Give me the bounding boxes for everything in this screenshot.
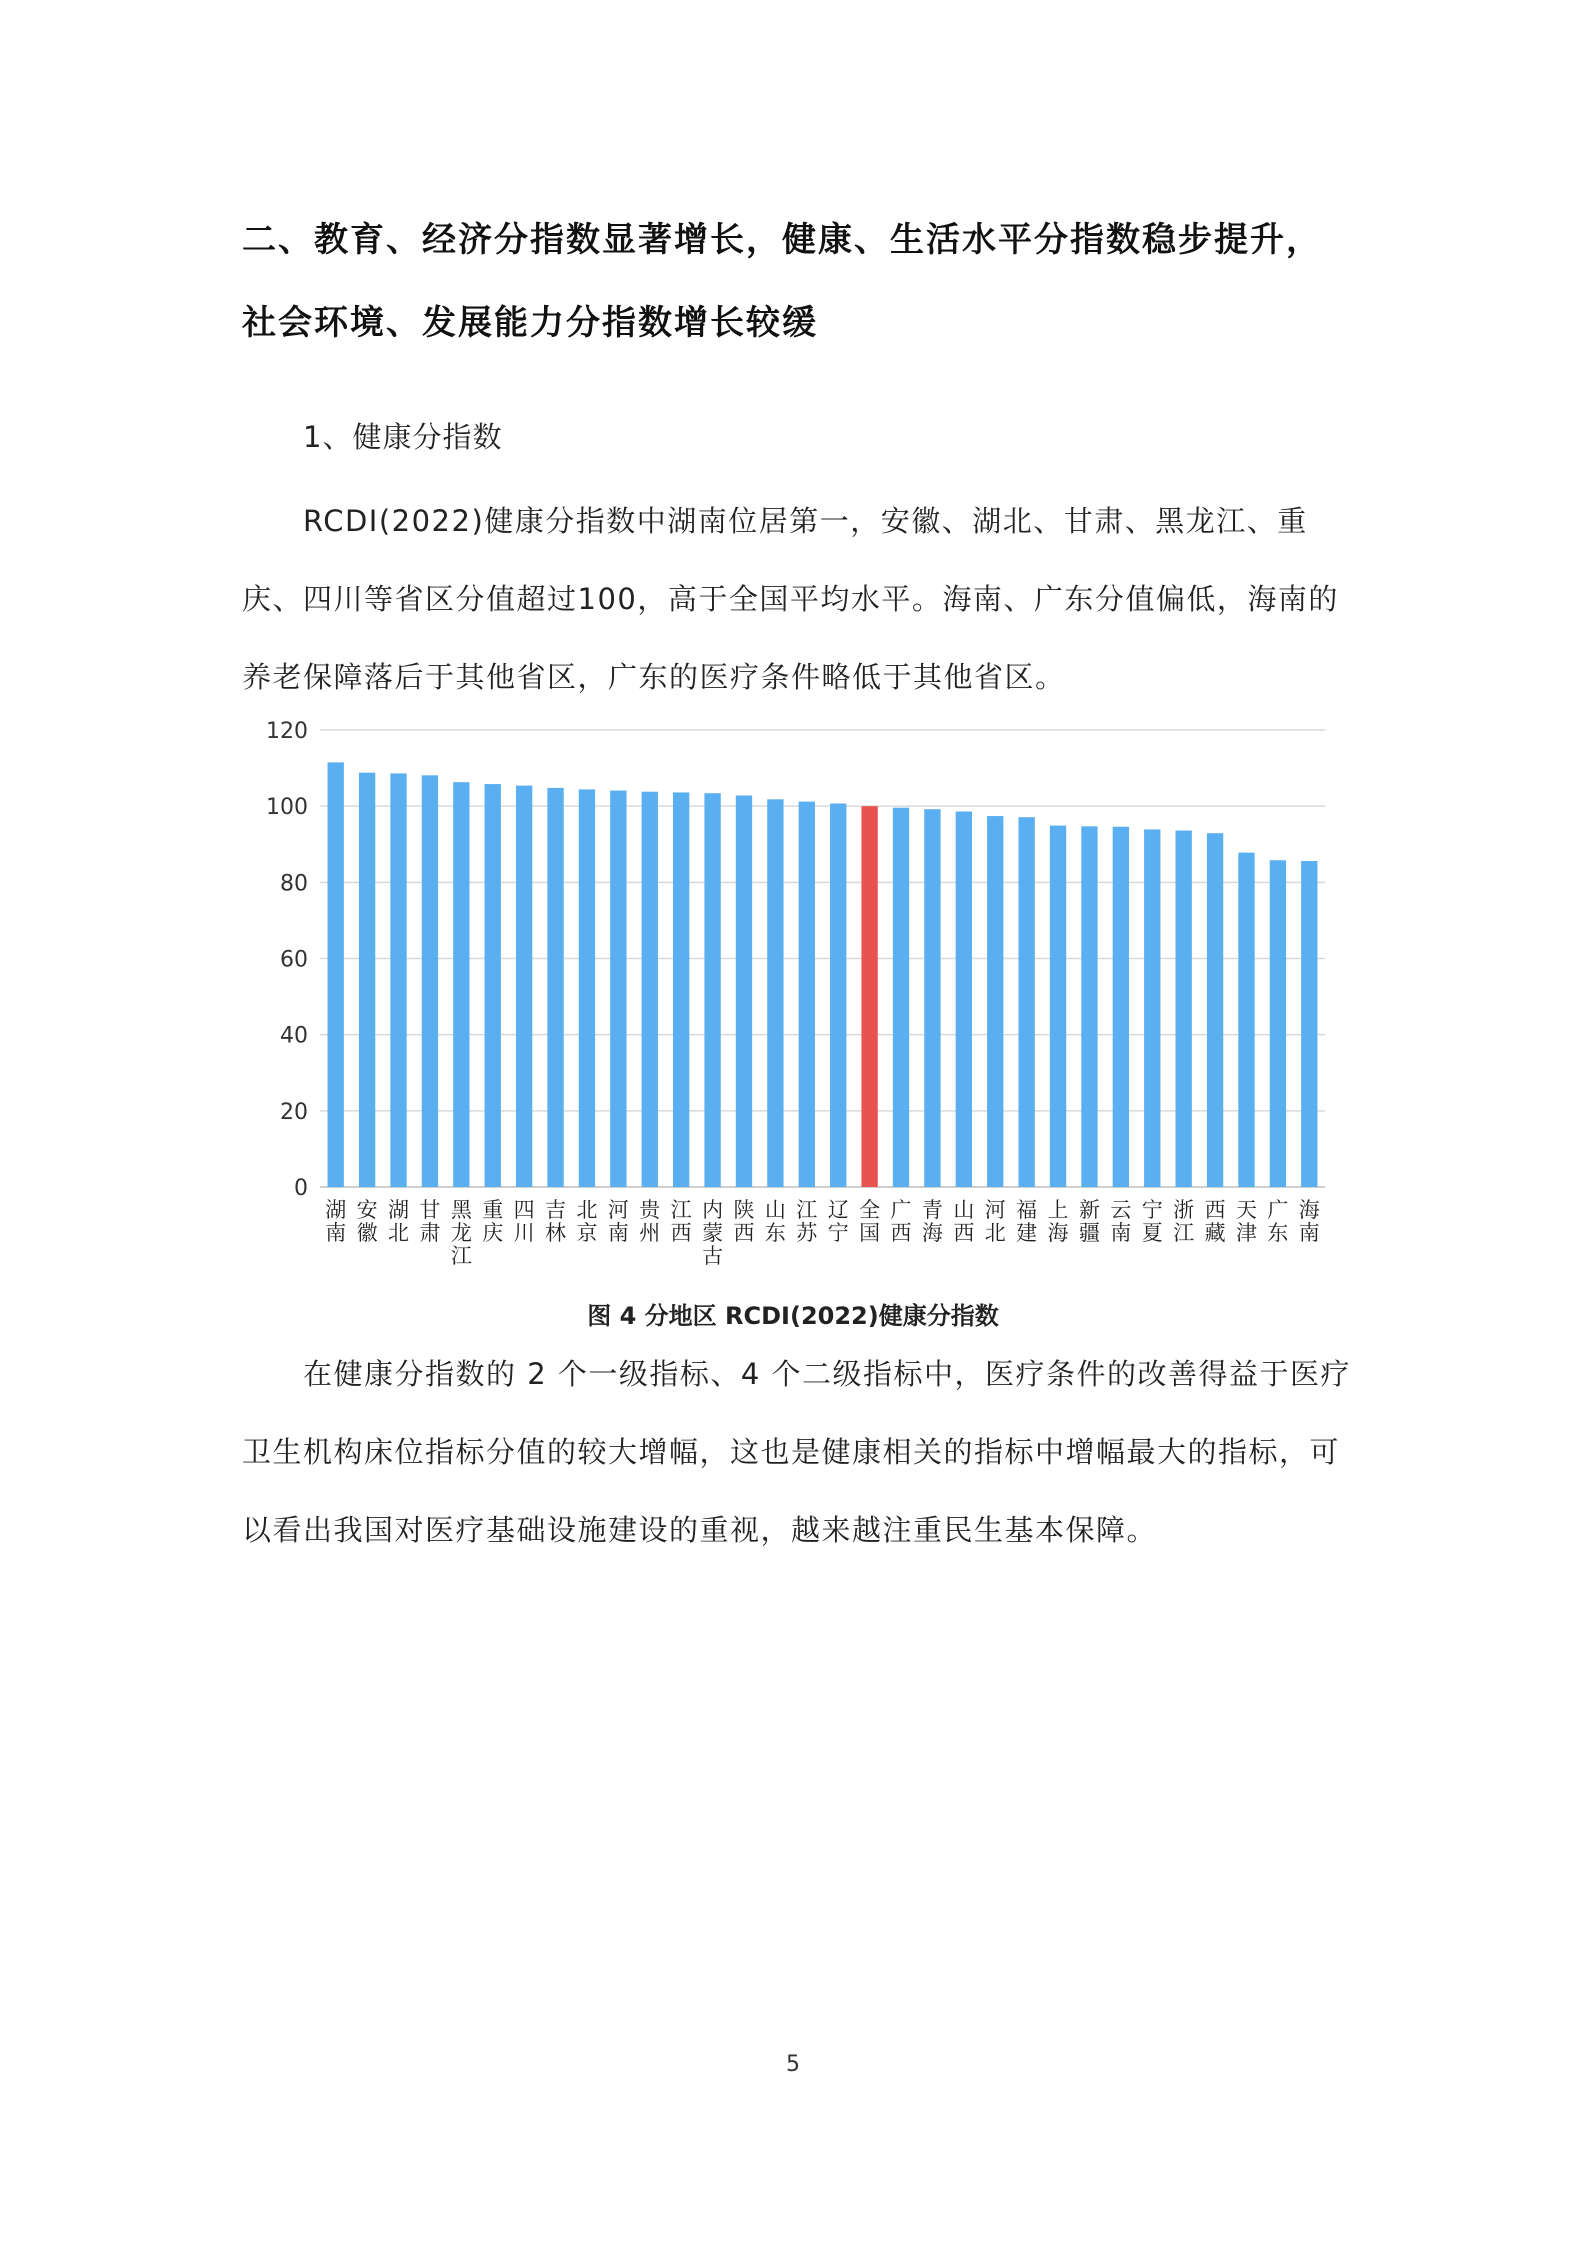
x-axis-label-黑龙江: 黑龙江 bbox=[450, 1198, 472, 1268]
x-axis-label-湖北: 湖北 bbox=[388, 1198, 410, 1245]
chart-bars bbox=[328, 762, 1318, 1187]
bar-江苏 bbox=[799, 802, 815, 1187]
x-axis-label-河北: 河北 bbox=[984, 1198, 1006, 1245]
paragraph-health-indicators: 在健康分指数的 2 个一级指标、4 个二级指标中，医疗条件的改善得益于医疗卫生机构床位指标分值的较大增幅，这也是健康相关的指标中增幅最大的指标，可以看出我国对医疗基础设施建设的重视，越来越注重民生基本保障。 bbox=[242, 1357, 1352, 1547]
x-axis-label-北京: 北京 bbox=[576, 1198, 598, 1245]
y-tick-label: 0 bbox=[294, 1176, 308, 1201]
x-axis-label-海南: 海南 bbox=[1298, 1198, 1320, 1245]
bar-黑龙江 bbox=[453, 782, 469, 1187]
chart-x-axis-labels bbox=[325, 1198, 1320, 1268]
bar-广东 bbox=[1270, 860, 1286, 1187]
y-tick-label: 40 bbox=[280, 1023, 308, 1049]
x-axis-label-宁夏: 宁夏 bbox=[1141, 1198, 1163, 1245]
x-axis-label-云南: 云南 bbox=[1110, 1198, 1132, 1245]
x-axis-label-浙江: 浙江 bbox=[1173, 1198, 1195, 1245]
y-tick-label: 20 bbox=[280, 1099, 308, 1125]
bar-内蒙古 bbox=[704, 793, 720, 1187]
x-axis-label-陕西: 陕西 bbox=[733, 1198, 755, 1245]
bar-新疆 bbox=[1081, 826, 1097, 1187]
y-tick-label: 60 bbox=[280, 947, 308, 973]
bar-江西 bbox=[673, 792, 689, 1187]
bar-甘肃 bbox=[422, 775, 438, 1187]
bar-陕西 bbox=[736, 796, 752, 1187]
bar-山西 bbox=[956, 811, 972, 1187]
page-number: 5 bbox=[786, 2052, 800, 2077]
x-axis-label-重庆: 重庆 bbox=[482, 1198, 504, 1245]
bar-山东 bbox=[767, 799, 783, 1187]
x-axis-label-福建: 福建 bbox=[1016, 1198, 1038, 1245]
x-axis-label-广西: 广西 bbox=[890, 1198, 912, 1245]
x-axis-label-四川: 四川 bbox=[513, 1198, 535, 1245]
subsection-heading: 1、健康分指数 bbox=[303, 420, 503, 454]
x-axis-label-全国: 全国 bbox=[859, 1198, 881, 1245]
health-index-bar-chart bbox=[240, 712, 1350, 1287]
x-axis-label-湖南: 湖南 bbox=[325, 1198, 347, 1245]
bar-吉林 bbox=[547, 788, 563, 1187]
bar-天津 bbox=[1238, 853, 1254, 1187]
x-axis-label-甘肃: 甘肃 bbox=[419, 1198, 441, 1245]
x-axis-label-内蒙古: 内蒙古 bbox=[702, 1198, 724, 1268]
bar-河南 bbox=[610, 791, 626, 1187]
x-axis-label-山西: 山西 bbox=[953, 1198, 975, 1245]
y-tick-label: 80 bbox=[280, 871, 308, 897]
y-tick-label: 120 bbox=[266, 719, 308, 744]
section-heading-line-1: 二、教育、经济分指数显著增长，健康、生活水平分指数稳步提升， bbox=[242, 220, 1322, 260]
x-axis-label-上海: 上海 bbox=[1047, 1198, 1069, 1245]
bar-北京 bbox=[579, 789, 595, 1187]
paragraph-health-summary: RCDI(2022)健康分指数中湖南位居第一，安徽、湖北、甘肃、黑龙江、重庆、四川等省区分值超过100，高于全国平均水平。海南、广东分值偏低，海南的养老保障落后于其他省区，广东的医疗条件略低于其他省区。 bbox=[242, 504, 1339, 694]
bar-辽宁 bbox=[830, 804, 846, 1187]
bar-湖北 bbox=[390, 773, 406, 1187]
bar-青海 bbox=[924, 809, 940, 1187]
bar-云南 bbox=[1113, 827, 1129, 1187]
x-axis-label-江西: 江西 bbox=[670, 1198, 692, 1245]
chart-y-axis-ticks bbox=[266, 719, 308, 1201]
x-axis-label-河南: 河南 bbox=[607, 1198, 629, 1245]
x-axis-label-贵州: 贵州 bbox=[639, 1198, 661, 1245]
chart-gridlines bbox=[320, 730, 1325, 1187]
bar-海南 bbox=[1301, 861, 1317, 1187]
bar-四川 bbox=[516, 786, 532, 1187]
bar-福建 bbox=[1018, 817, 1034, 1187]
bar-河北 bbox=[987, 816, 1003, 1187]
x-axis-label-江苏: 江苏 bbox=[796, 1198, 818, 1245]
bar-全国 bbox=[861, 806, 877, 1187]
bar-西藏 bbox=[1207, 833, 1223, 1187]
section-heading-line-2: 社会环境、发展能力分指数增长较缓 bbox=[242, 303, 818, 343]
x-axis-label-山东: 山东 bbox=[764, 1198, 786, 1245]
bar-宁夏 bbox=[1144, 829, 1160, 1187]
x-axis-label-青海: 青海 bbox=[921, 1198, 943, 1245]
x-axis-label-安徽: 安徽 bbox=[356, 1198, 378, 1245]
bar-浙江 bbox=[1176, 831, 1192, 1187]
figure-caption: 图 4 分地区 RCDI(2022)健康分指数 bbox=[587, 1302, 999, 1330]
x-axis-label-天津: 天津 bbox=[1235, 1198, 1257, 1245]
x-axis-label-广东: 广东 bbox=[1267, 1198, 1289, 1245]
x-axis-label-西藏: 西藏 bbox=[1204, 1198, 1226, 1245]
x-axis-label-新疆: 新疆 bbox=[1078, 1198, 1100, 1245]
bar-贵州 bbox=[642, 792, 658, 1187]
bar-上海 bbox=[1050, 826, 1066, 1187]
bar-安徽 bbox=[359, 773, 375, 1187]
bar-湖南 bbox=[328, 762, 344, 1187]
y-tick-label: 100 bbox=[266, 795, 308, 821]
bar-广西 bbox=[893, 808, 909, 1187]
x-axis-label-辽宁: 辽宁 bbox=[827, 1198, 849, 1245]
x-axis-label-吉林: 吉林 bbox=[545, 1198, 567, 1245]
bar-重庆 bbox=[485, 784, 501, 1187]
